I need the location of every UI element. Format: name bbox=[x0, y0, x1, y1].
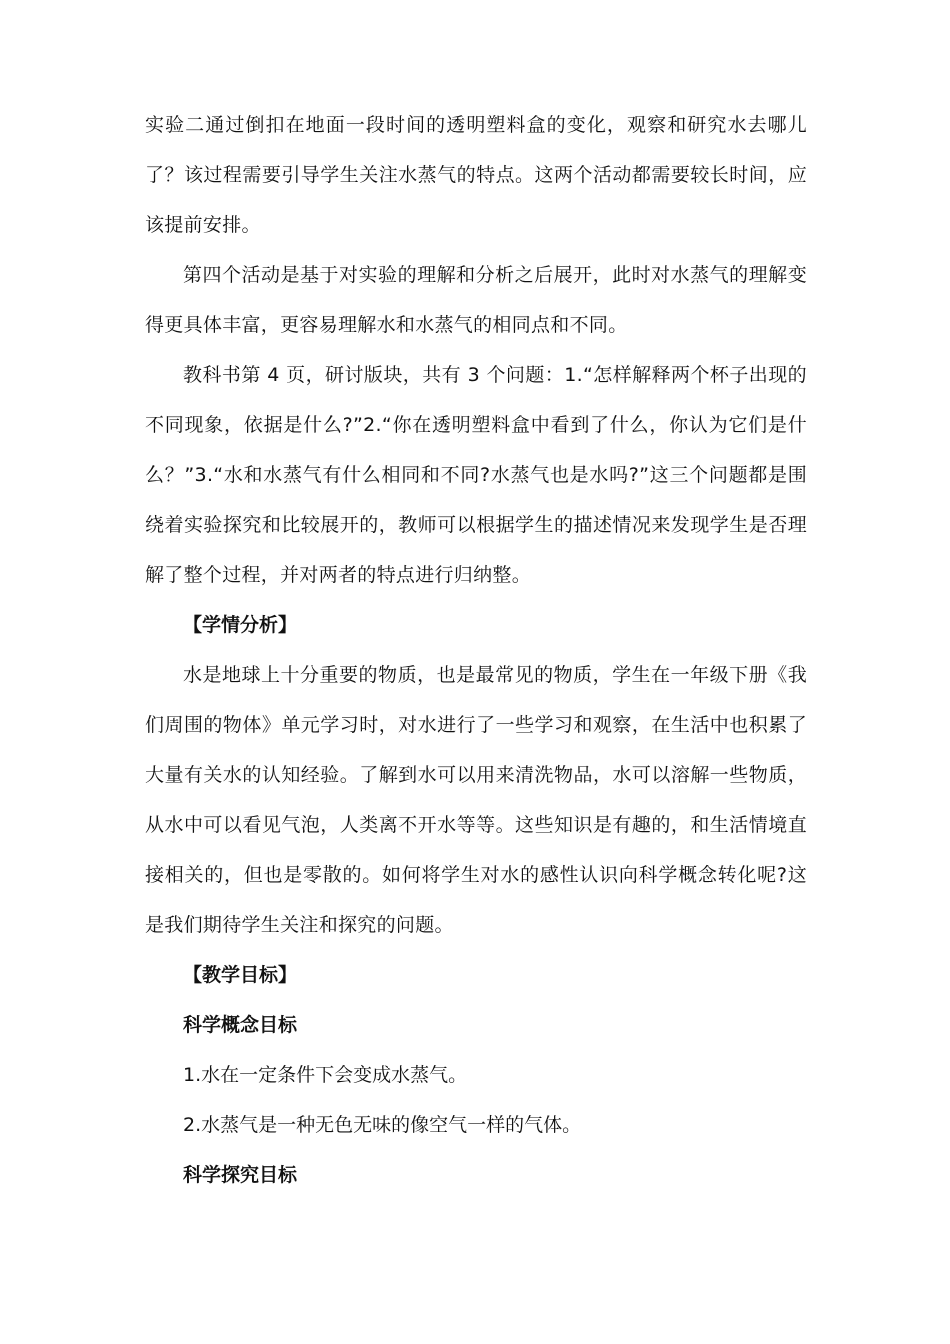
heading-science-inquiry-goals: 科学探究目标 bbox=[183, 1164, 298, 1186]
paragraph-activity-four: 第四个活动是基于对实验的理解和分析之后展开，此时对水蒸气的理解变得更具体丰富，更容易理解水和水蒸气的相同点和不同。 bbox=[145, 264, 807, 336]
heading-science-concept-goals: 科学概念目标 bbox=[183, 1014, 298, 1036]
concept-goal-item-2: 2.水蒸气是一种无色无味的像空气一样的气体。 bbox=[183, 1114, 582, 1136]
heading-student-analysis: 【学情分析】 bbox=[183, 614, 298, 636]
paragraph-discussion-questions: 教科书第 4 页，研讨版块，共有 3 个问题：1.“怎样解释两个杯子出现的不同现象，依据是什么?”2.“你在透明塑料盒中看到了什么，你认为它们是什么？”3.“水和水蒸气有什么相同和不同?水蒸气也是水吗?”这三个问题都是围绕着实验探究和比较展开的，教师可以根据学生的描述情况来发现学生是否理解了整个过程，并对两者的特点进行归纳整。 bbox=[145, 364, 807, 586]
document-page bbox=[145, 100, 807, 1200]
paragraph-experiment-two: 实验二通过倒扣在地面一段时间的透明塑料盒的变化，观察和研究水去哪儿了？该过程需要引导学生关注水蒸气的特点。这两个活动都需要较长时间，应该提前安排。 bbox=[145, 114, 807, 236]
heading-teaching-goals: 【教学目标】 bbox=[183, 964, 298, 986]
concept-goal-item-1: 1.水在一定条件下会变成水蒸气。 bbox=[183, 1064, 468, 1086]
paragraph-student-analysis: 水是地球上十分重要的物质，也是最常见的物质，学生在一年级下册《我们周围的物体》单元学习时，对水进行了一些学习和观察，在生活中也积累了大量有关水的认知经验。了解到水可以用来清洗物品，水可以溶解一些物质，从水中可以看见气泡，人类离不开水等等。这些知识是有趣的，和生活情境直接相关的，但也是零散的。如何将学生对水的感性认识向科学概念转化呢?这是我们期待学生关注和探究的问题。 bbox=[145, 664, 807, 936]
